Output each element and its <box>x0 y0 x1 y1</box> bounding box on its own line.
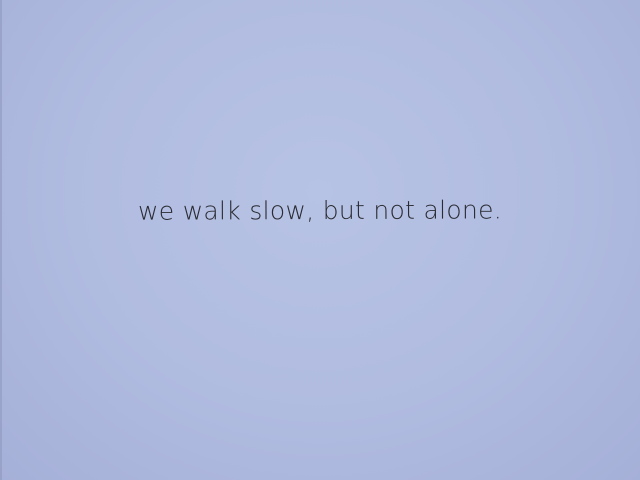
slide-quote-text: we walk slow, but not alone. <box>137 195 503 226</box>
left-edge-shadow <box>0 0 2 480</box>
